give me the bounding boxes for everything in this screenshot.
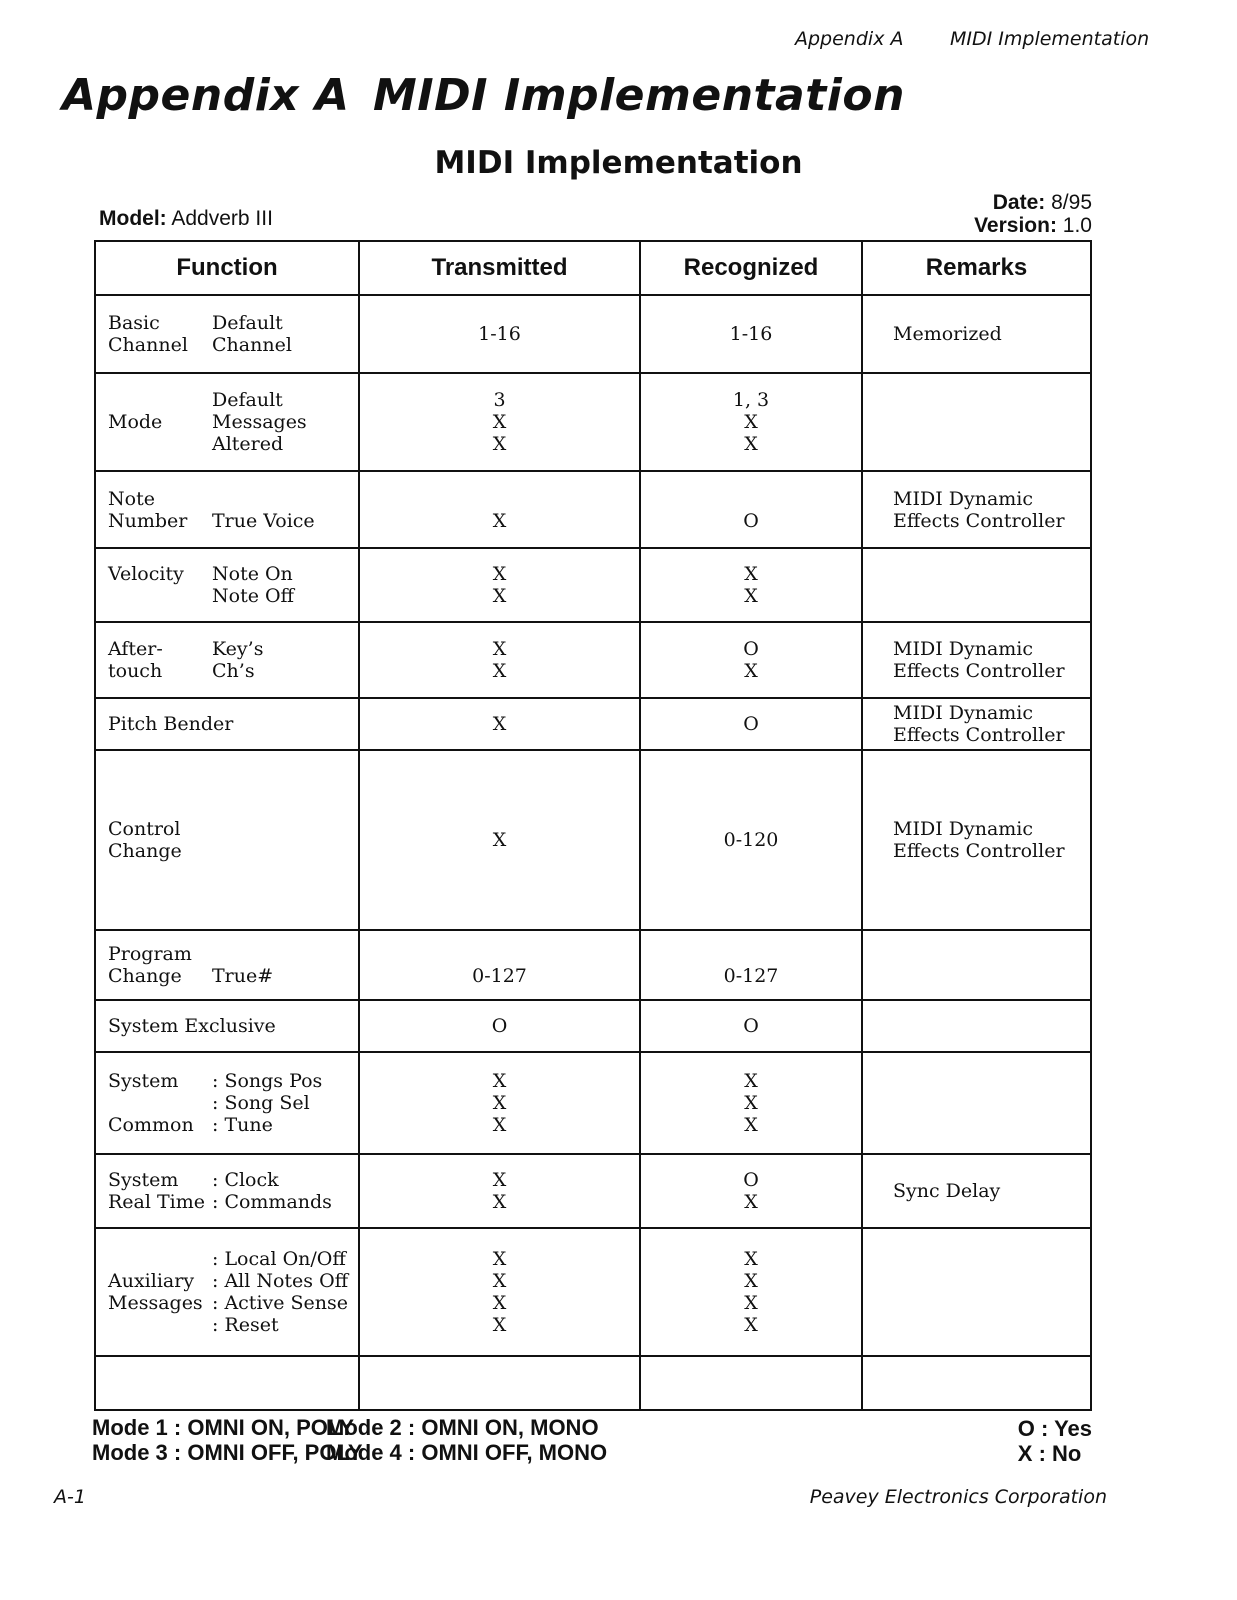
table-row <box>95 373 1091 471</box>
function-detail-line: : Commands <box>212 1191 332 1213</box>
function-cell <box>95 930 359 1000</box>
table-row <box>95 471 1091 548</box>
transmitted-value-line: X <box>492 829 507 851</box>
recognized-value-line: 1, 3 <box>732 389 770 411</box>
recognized-value-line: X <box>744 1092 758 1114</box>
function-label-group <box>108 312 358 356</box>
function-detail-line: True Voice <box>212 509 315 532</box>
transmitted-value-line: 3 <box>493 389 506 411</box>
remarks-cell <box>862 373 1091 471</box>
recognized-cell <box>640 548 862 622</box>
function-cell <box>95 471 359 548</box>
function-label-group <box>108 488 358 532</box>
chart-title: MIDI Implementation <box>434 145 803 181</box>
function-detail-line: Ch’s <box>212 660 255 682</box>
function-detail-line <box>212 943 273 965</box>
running-head-section: Appendix A <box>795 28 904 50</box>
function-name <box>108 713 233 735</box>
publisher-name: Peavey Electronics Corporation <box>809 1486 1107 1508</box>
transmitted-cell <box>359 1154 640 1228</box>
recognized-cell <box>640 471 862 548</box>
function-detail-line: : All Notes Off <box>212 1270 349 1292</box>
transmitted-value-line: 1-16 <box>478 323 521 345</box>
function-detail <box>212 638 263 682</box>
function-cell <box>95 548 359 622</box>
transmitted-value-line: X <box>492 638 507 660</box>
recognized-cell <box>640 698 862 750</box>
function-detail-line: Default <box>212 389 283 411</box>
transmitted-value-line: 0-127 <box>472 965 527 987</box>
function-name <box>108 411 212 433</box>
function-name <box>108 638 212 682</box>
recognized-value-line: O <box>743 509 759 532</box>
transmitted-cell <box>359 750 640 930</box>
function-detail-line: : Song Sel <box>212 1092 310 1114</box>
transmitted-value-line: X <box>492 1092 507 1114</box>
running-head-title: MIDI Implementation <box>950 28 1150 50</box>
recognized-value-line: X <box>744 433 758 455</box>
remarks-value-line: Sync Delay <box>893 1180 1001 1202</box>
function-detail <box>212 312 292 356</box>
recognized-cell <box>640 1000 862 1052</box>
table-row <box>95 1228 1091 1356</box>
midi-implementation-table <box>94 240 1092 1411</box>
transmitted-value-line: X <box>492 713 507 735</box>
model-label: Model: <box>99 207 167 230</box>
function-name <box>108 818 182 862</box>
table-header-row <box>95 241 1091 295</box>
recognized-value-line: X <box>744 660 758 682</box>
function-name-line: Real Time <box>108 1191 206 1213</box>
transmitted-value-line: X <box>492 411 507 433</box>
date-line <box>993 191 1092 215</box>
transmitted-value-line: X <box>492 563 507 585</box>
remarks-cell <box>862 471 1091 548</box>
recognized-value-line: 0-127 <box>723 965 779 987</box>
remarks-cell <box>862 1154 1091 1228</box>
remarks-value-line: Effects Controller <box>893 840 1065 862</box>
function-cell <box>95 295 359 373</box>
transmitted-value-line: X <box>492 509 507 532</box>
function-name-line: System Exclusive <box>108 1015 276 1037</box>
transmitted-value-line <box>360 488 639 510</box>
function-detail-line: Altered <box>212 433 284 455</box>
recognized-value-line: 0-120 <box>723 829 779 851</box>
transmitted-value-line: X <box>492 585 507 607</box>
function-name <box>108 1248 212 1336</box>
remarks-value-line: MIDI Dynamic <box>893 702 1034 724</box>
transmitted-value-line: X <box>492 1070 507 1092</box>
legend-mode-3: Mode 3 : OMNI OFF, POLY <box>92 1440 363 1465</box>
function-cell <box>95 1356 359 1410</box>
transmitted-value-line: X <box>492 1292 507 1314</box>
function-name-line <box>108 1314 212 1336</box>
transmitted-value-line: X <box>492 1114 507 1136</box>
transmitted-value-line <box>360 943 639 965</box>
model-value: Addverb III <box>171 207 273 230</box>
remarks-value-line: MIDI Dynamic <box>893 638 1034 660</box>
transmitted-cell <box>359 373 640 471</box>
transmitted-cell <box>359 622 640 698</box>
transmitted-value-line: O <box>491 1015 508 1037</box>
table-row <box>95 1000 1091 1052</box>
recognized-cell <box>640 1356 862 1410</box>
header-recognized: Recognized <box>640 241 862 295</box>
recognized-value-line: X <box>744 1070 758 1092</box>
function-cell <box>95 698 359 750</box>
recognized-value-line: 1-16 <box>729 323 773 345</box>
table-row <box>95 1154 1091 1228</box>
version-label: Version: <box>974 214 1057 237</box>
remarks-cell <box>862 1000 1091 1052</box>
function-detail <box>212 488 315 532</box>
recognized-value-line: X <box>744 1248 758 1270</box>
page-number: A-1 <box>54 1486 86 1508</box>
model-line <box>99 207 273 231</box>
function-name-line: Number <box>108 509 188 532</box>
function-label-group <box>108 818 358 862</box>
function-name-line: System <box>108 1070 179 1092</box>
function-cell <box>95 1228 359 1356</box>
table-row <box>95 1052 1091 1154</box>
recognized-value-line <box>641 943 861 965</box>
remarks-value-line: Effects Controller <box>893 724 1065 746</box>
table-row <box>95 698 1091 750</box>
function-name-line: touch <box>108 660 163 682</box>
table-row <box>95 750 1091 930</box>
recognized-cell <box>640 750 862 930</box>
recognized-cell <box>640 1154 862 1228</box>
recognized-value-line: X <box>744 563 758 585</box>
transmitted-value-line: X <box>492 660 507 682</box>
function-name <box>108 943 212 987</box>
function-detail-line: : Tune <box>212 1114 273 1136</box>
header-transmitted: Transmitted <box>359 241 640 295</box>
recognized-value-line: O <box>743 1015 759 1037</box>
function-name-line <box>108 1092 212 1114</box>
function-label-group <box>108 1015 358 1037</box>
function-detail-line: Channel <box>212 334 292 356</box>
legend-mode-1: Mode 1 : OMNI ON, POLY <box>92 1415 354 1440</box>
date-label: Date: <box>992 191 1046 214</box>
transmitted-cell <box>359 1000 640 1052</box>
recognized-cell <box>640 622 862 698</box>
function-label-group <box>108 1169 358 1213</box>
function-detail-line: : Songs Pos <box>212 1070 323 1092</box>
function-cell <box>95 750 359 930</box>
header-remarks: Remarks <box>862 241 1091 295</box>
function-label-group <box>108 1070 358 1136</box>
recognized-value-line: X <box>744 1270 758 1292</box>
recognized-value-line: X <box>744 1292 758 1314</box>
function-label-group <box>108 1248 358 1336</box>
function-detail <box>212 1169 332 1213</box>
function-name-line: Change <box>108 965 182 987</box>
function-name-line: Velocity <box>108 563 184 585</box>
remarks-value-line: Effects Controller <box>893 660 1065 682</box>
legend-modes-left <box>92 1415 363 1465</box>
function-detail <box>212 563 294 607</box>
function-detail <box>212 1070 322 1136</box>
chapter-heading: MIDI Implementation <box>373 70 905 121</box>
function-name-line: Channel <box>108 334 188 356</box>
recognized-value-line: O <box>743 1169 759 1191</box>
transmitted-value-line: X <box>492 1314 507 1336</box>
remarks-value-line: MIDI Dynamic <box>893 818 1034 840</box>
legend-modes-right <box>326 1415 607 1465</box>
function-cell <box>95 1000 359 1052</box>
recognized-value-line: X <box>744 411 758 433</box>
transmitted-value-line: X <box>492 1248 507 1270</box>
function-label-group <box>108 713 358 735</box>
remarks-cell <box>862 548 1091 622</box>
recognized-cell <box>640 295 862 373</box>
header-function: Function <box>95 241 359 295</box>
function-cell <box>95 622 359 698</box>
function-name <box>108 312 212 356</box>
function-label-group <box>108 563 358 607</box>
version-value: 1.0 <box>1062 214 1092 237</box>
transmitted-cell <box>359 295 640 373</box>
legend-mode-4: Mode 4 : OMNI OFF, MONO <box>326 1440 608 1465</box>
recognized-value-line: X <box>744 1114 758 1136</box>
function-cell <box>95 1052 359 1154</box>
transmitted-cell <box>359 548 640 622</box>
function-detail-line: Key’s <box>212 638 264 660</box>
transmitted-value-line: X <box>492 1169 507 1191</box>
function-detail-line: Note On <box>212 563 293 585</box>
function-name-line <box>108 585 212 607</box>
function-detail-line: Messages <box>212 411 307 433</box>
function-label-group <box>108 389 358 455</box>
recognized-value-line: X <box>744 1314 758 1336</box>
transmitted-value-line: X <box>492 433 507 455</box>
recognized-value-line <box>641 488 861 510</box>
function-cell <box>95 1154 359 1228</box>
recognized-value-line: X <box>744 585 758 607</box>
remarks-cell <box>862 750 1091 930</box>
transmitted-cell <box>359 930 640 1000</box>
transmitted-cell <box>359 471 640 548</box>
table-row <box>95 548 1091 622</box>
function-name <box>108 488 212 532</box>
function-name <box>108 563 212 607</box>
function-detail-line <box>212 488 315 510</box>
appendix-heading: Appendix A <box>62 70 350 121</box>
transmitted-cell <box>359 1228 640 1356</box>
function-name-line: Basic <box>108 312 160 334</box>
table-row <box>95 295 1091 373</box>
function-name <box>108 1169 212 1213</box>
function-cell <box>95 373 359 471</box>
function-detail-line: : Active Sense <box>212 1292 349 1314</box>
function-name-line: Program <box>108 943 192 965</box>
function-name-line: After- <box>108 638 163 660</box>
legend-symbols <box>1018 1416 1092 1466</box>
legend-yes: O : Yes <box>1017 1416 1092 1441</box>
function-detail-line: Default <box>212 312 283 334</box>
transmitted-cell <box>359 698 640 750</box>
function-detail <box>212 1248 348 1336</box>
remarks-value-line: MIDI Dynamic <box>893 487 1034 510</box>
function-name-line: Change <box>108 840 182 862</box>
remarks-cell <box>862 1356 1091 1410</box>
table-row <box>95 930 1091 1000</box>
remarks-cell <box>862 930 1091 1000</box>
function-detail-line: : Reset <box>212 1314 279 1336</box>
function-name-line: Control <box>108 818 181 840</box>
legend-no: X : No <box>1017 1441 1082 1466</box>
function-detail-line: : Local On/Off <box>212 1248 346 1270</box>
function-name <box>108 1015 276 1037</box>
function-name-line: Auxiliary <box>108 1270 195 1292</box>
remarks-value-line: Effects Controller <box>893 509 1065 532</box>
date-value: 8/95 <box>1051 191 1092 214</box>
legend-mode-2: Mode 2 : OMNI ON, MONO <box>326 1415 599 1440</box>
function-name-line: Messages <box>108 1292 203 1314</box>
remarks-cell <box>862 1228 1091 1356</box>
remarks-cell <box>862 295 1091 373</box>
function-name-line: Note <box>108 487 155 510</box>
recognized-value-line: O <box>743 713 759 735</box>
table-row <box>95 1356 1091 1410</box>
function-name-line: Common <box>108 1114 194 1136</box>
remarks-cell <box>862 1052 1091 1154</box>
remarks-cell <box>862 698 1091 750</box>
transmitted-cell <box>359 1356 640 1410</box>
function-detail-line: Note Off <box>212 585 295 607</box>
recognized-cell <box>640 373 862 471</box>
function-label-group <box>108 943 358 987</box>
version-line <box>974 214 1092 238</box>
function-detail-line: : Clock <box>212 1169 279 1191</box>
function-label-group <box>108 638 358 682</box>
function-detail <box>212 389 307 455</box>
recognized-cell <box>640 1228 862 1356</box>
function-name <box>108 1070 212 1136</box>
transmitted-cell <box>359 1052 640 1154</box>
recognized-cell <box>640 1052 862 1154</box>
remarks-value-line: Memorized <box>893 323 1002 345</box>
function-name-line <box>108 1248 212 1270</box>
transmitted-value-line: X <box>492 1191 507 1213</box>
recognized-value-line: O <box>743 638 759 660</box>
transmitted-value-line: X <box>492 1270 507 1292</box>
recognized-value-line: X <box>744 1191 758 1213</box>
remarks-cell <box>862 622 1091 698</box>
table-row <box>95 622 1091 698</box>
function-name-line: Pitch Bender <box>108 713 234 735</box>
function-detail-line: True# <box>212 965 274 987</box>
function-name-line: Mode <box>108 411 163 433</box>
function-name-line: System <box>108 1169 179 1191</box>
recognized-cell <box>640 930 862 1000</box>
function-detail <box>212 943 273 987</box>
